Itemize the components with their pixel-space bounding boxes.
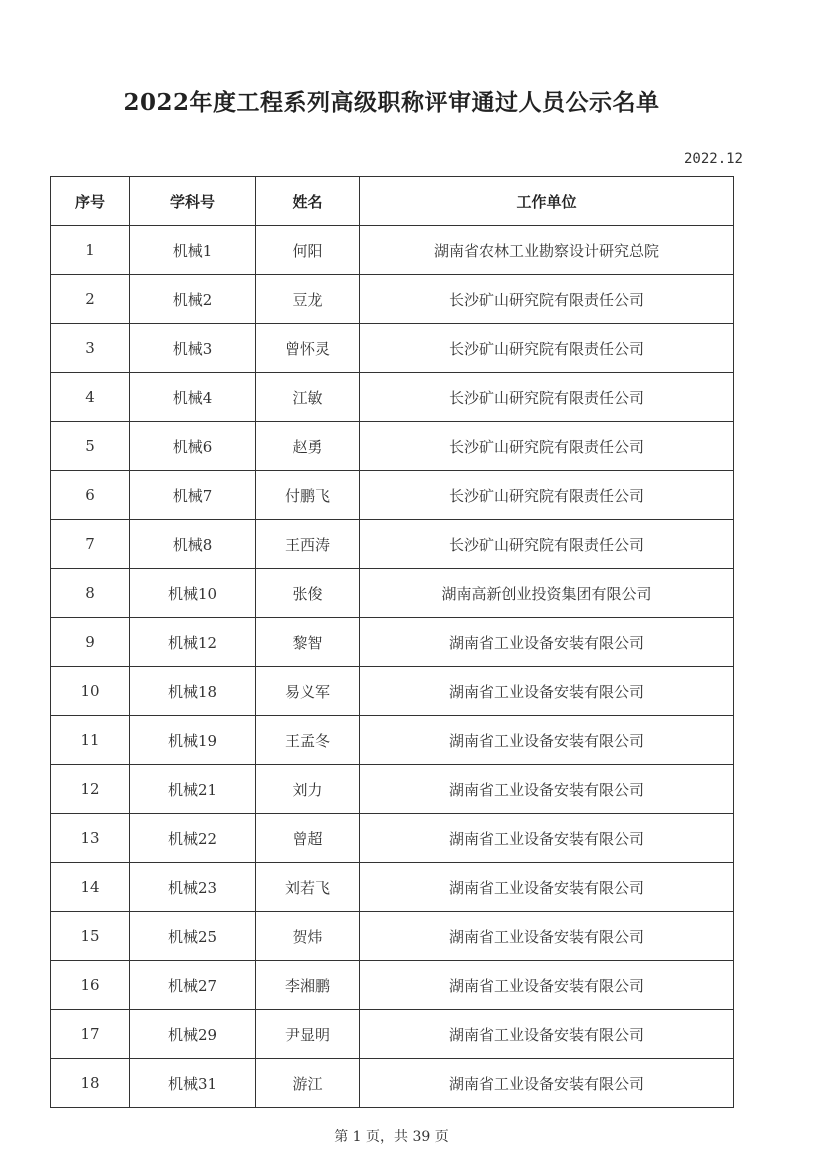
header-employer: 工作单位 bbox=[360, 177, 734, 226]
page-number: 第 1 页，共 39 页 bbox=[334, 1129, 449, 1145]
table-row bbox=[51, 373, 734, 422]
row-employer-cell: 湖南省工业设备安装有限公司 bbox=[360, 1059, 734, 1108]
row-employer-cell: 长沙矿山研究院有限责任公司 bbox=[360, 373, 734, 422]
row-name-cell: 曾怀灵 bbox=[256, 324, 360, 373]
row-subject-code-cell: 机械2 bbox=[130, 275, 256, 324]
row-name-cell: 贺炜 bbox=[256, 912, 360, 961]
row-employer-cell: 湖南高新创业投资集团有限公司 bbox=[360, 569, 734, 618]
header-index: 序号 bbox=[51, 177, 130, 226]
row-subject-code-cell: 机械25 bbox=[130, 912, 256, 961]
row-name-cell: 曾超 bbox=[256, 814, 360, 863]
row-name-cell: 王孟冬 bbox=[256, 716, 360, 765]
row-employer-cell: 湖南省工业设备安装有限公司 bbox=[360, 667, 734, 716]
row-subject-code-cell: 机械4 bbox=[130, 373, 256, 422]
row-employer-cell: 湖南省工业设备安装有限公司 bbox=[360, 961, 734, 1010]
row-employer-cell: 湖南省工业设备安装有限公司 bbox=[360, 716, 734, 765]
row-employer-cell: 湖南省工业设备安装有限公司 bbox=[360, 814, 734, 863]
table-row bbox=[51, 863, 734, 912]
row-employer-cell: 长沙矿山研究院有限责任公司 bbox=[360, 275, 734, 324]
row-index-cell: 10 bbox=[51, 667, 130, 716]
document-date: 2022.12 bbox=[683, 151, 743, 167]
row-name-cell: 刘若飞 bbox=[256, 863, 360, 912]
row-subject-code-cell: 机械27 bbox=[130, 961, 256, 1010]
row-employer-cell: 长沙矿山研究院有限责任公司 bbox=[360, 471, 734, 520]
table-row bbox=[51, 716, 734, 765]
row-index-cell: 1 bbox=[51, 226, 130, 275]
row-index-cell: 16 bbox=[51, 961, 130, 1010]
row-employer-cell: 湖南省工业设备安装有限公司 bbox=[360, 1010, 734, 1059]
row-employer-cell: 长沙矿山研究院有限责任公司 bbox=[360, 422, 734, 471]
row-name-cell: 李湘鹏 bbox=[256, 961, 360, 1010]
row-name-cell: 豆龙 bbox=[256, 275, 360, 324]
row-name-cell: 何阳 bbox=[256, 226, 360, 275]
row-subject-code-cell: 机械19 bbox=[130, 716, 256, 765]
document-title: 2022年度工程系列高级职称评审通过人员公示名单 bbox=[123, 89, 660, 116]
table-row bbox=[51, 422, 734, 471]
row-subject-code-cell: 机械29 bbox=[130, 1010, 256, 1059]
header-subject-code: 学科号 bbox=[130, 177, 256, 226]
table-row bbox=[51, 814, 734, 863]
row-index-cell: 14 bbox=[51, 863, 130, 912]
row-name-cell: 付鹏飞 bbox=[256, 471, 360, 520]
table-row bbox=[51, 618, 734, 667]
row-subject-code-cell: 机械22 bbox=[130, 814, 256, 863]
row-index-cell: 9 bbox=[51, 618, 130, 667]
table-row bbox=[51, 1059, 734, 1108]
row-index-cell: 3 bbox=[51, 324, 130, 373]
row-employer-cell: 湖南省工业设备安装有限公司 bbox=[360, 912, 734, 961]
table-row bbox=[51, 226, 734, 275]
row-name-cell: 易义军 bbox=[256, 667, 360, 716]
row-employer-cell: 湖南省工业设备安装有限公司 bbox=[360, 863, 734, 912]
row-name-cell: 尹显明 bbox=[256, 1010, 360, 1059]
roster-table bbox=[50, 176, 734, 1108]
table-row bbox=[51, 667, 734, 716]
row-name-cell: 赵勇 bbox=[256, 422, 360, 471]
row-name-cell: 游江 bbox=[256, 1059, 360, 1108]
row-subject-code-cell: 机械23 bbox=[130, 863, 256, 912]
row-name-cell: 黎智 bbox=[256, 618, 360, 667]
row-subject-code-cell: 机械31 bbox=[130, 1059, 256, 1108]
table-row bbox=[51, 275, 734, 324]
row-employer-cell: 湖南省工业设备安装有限公司 bbox=[360, 618, 734, 667]
row-index-cell: 2 bbox=[51, 275, 130, 324]
row-subject-code-cell: 机械3 bbox=[130, 324, 256, 373]
table-row bbox=[51, 520, 734, 569]
table-row bbox=[51, 324, 734, 373]
row-index-cell: 11 bbox=[51, 716, 130, 765]
row-subject-code-cell: 机械6 bbox=[130, 422, 256, 471]
table-row bbox=[51, 961, 734, 1010]
header-row bbox=[51, 177, 734, 226]
row-subject-code-cell: 机械12 bbox=[130, 618, 256, 667]
row-subject-code-cell: 机械18 bbox=[130, 667, 256, 716]
table-row bbox=[51, 1010, 734, 1059]
row-name-cell: 刘力 bbox=[256, 765, 360, 814]
row-name-cell: 张俊 bbox=[256, 569, 360, 618]
row-index-cell: 6 bbox=[51, 471, 130, 520]
row-subject-code-cell: 机械1 bbox=[130, 226, 256, 275]
row-index-cell: 4 bbox=[51, 373, 130, 422]
roster-table-body bbox=[51, 226, 734, 1108]
row-employer-cell: 湖南省工业设备安装有限公司 bbox=[360, 765, 734, 814]
table-row bbox=[51, 471, 734, 520]
row-index-cell: 5 bbox=[51, 422, 130, 471]
row-index-cell: 17 bbox=[51, 1010, 130, 1059]
row-subject-code-cell: 机械10 bbox=[130, 569, 256, 618]
row-subject-code-cell: 机械7 bbox=[130, 471, 256, 520]
row-index-cell: 15 bbox=[51, 912, 130, 961]
table-row bbox=[51, 765, 734, 814]
table-row bbox=[51, 569, 734, 618]
header-name: 姓名 bbox=[256, 177, 360, 226]
table-row bbox=[51, 912, 734, 961]
row-index-cell: 7 bbox=[51, 520, 130, 569]
row-index-cell: 18 bbox=[51, 1059, 130, 1108]
row-name-cell: 王西涛 bbox=[256, 520, 360, 569]
row-employer-cell: 湖南省农林工业勘察设计研究总院 bbox=[360, 226, 734, 275]
row-employer-cell: 长沙矿山研究院有限责任公司 bbox=[360, 520, 734, 569]
row-name-cell: 江敏 bbox=[256, 373, 360, 422]
row-subject-code-cell: 机械21 bbox=[130, 765, 256, 814]
row-index-cell: 13 bbox=[51, 814, 130, 863]
row-index-cell: 8 bbox=[51, 569, 130, 618]
row-index-cell: 12 bbox=[51, 765, 130, 814]
roster-table-header bbox=[51, 177, 734, 226]
row-employer-cell: 长沙矿山研究院有限责任公司 bbox=[360, 324, 734, 373]
row-subject-code-cell: 机械8 bbox=[130, 520, 256, 569]
